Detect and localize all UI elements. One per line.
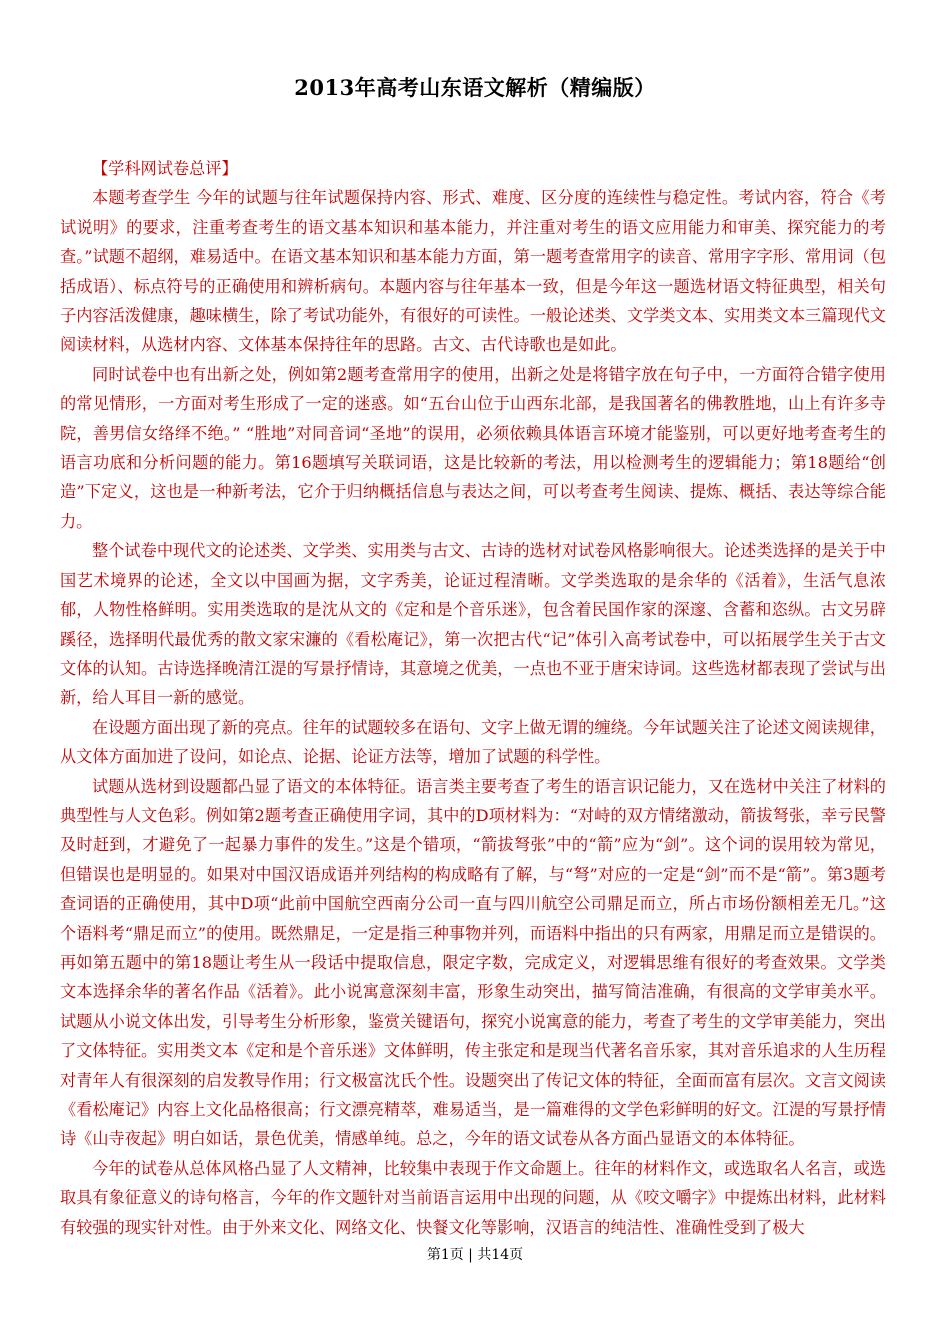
paragraph: 今年的试卷从总体风格凸显了人文精神，比较集中表现于作文命题上。往年的材料作文，或选取名人名言，或选取具有象征意义的诗句格言，今年的作文题针对当前语言运用中出现的问题，从《咬文嚼字》中提炼出材料，此材料有较强的现实针对性。由于外来文化、网络文化、快餐文化等影响，汉语言的纯洁性、准确性受到了极大 (60, 1158, 886, 1237)
page-footer: 第1页 | 共14页 (426, 1247, 524, 1263)
paragraph: 本题考查学生 今年的试题与往年试题保持内容、形式、难度、区分度的连续性与稳定性。考试内容，符合《考试说明》的要求，注重考查考生的语文基本知识和基本能力，并注重对考生的语文应用能力和审美、探究能力的考查。”试题不超纲，难易适中。在语文基本知识和基本能力方面，第一题考查常用字的读音、常用字字形、常用词（包括成语）、标点符号的正确使用和辨析病句。本题内容与往年基本一致，但是今年这一题选材语文特征典型，相关句子内容活泼健康，趣味横生，除了考试功能外，有很好的可读性。一般论述类、文学类文本、实用类文本三篇现代文阅读材料，从选材内容、文体基本保持往年的思路。古文、古代诗歌也是如此。 (60, 188, 886, 355)
paragraph: 试题从选材到设题都凸显了语文的本体特征。语言类主要考查了考生的语言识记能力，又在选材中关注了材料的典型性与人文色彩。例如第2题考查正确使用字词，其中的D项材料为：“对峙的双方情绪激动，箭拔弩张，幸亏民警及时赶到，才避免了一起暴力事件的发生。”这是个错项，“箭拔弩张”中的“箭”应为“剑”。这个词的误用较为常见，但错误也是明显的。如果对中国汉语成语并列结构的构成略有了解，与“弩”对应的一定是“剑”而不是“箭”。第3题考查词语的正确使用，其中D项“此前中国航空西南分公司一直与四川航空公司鼎足而立，所占市场份额相差无几。”这个语料考“鼎足而立”的使用。既然鼎足，一定是指三种事物并列，而语料中指出的只有两家，用鼎足而立是错误的。再如第五题中的第18题让考生从一段话中提取信息，限定字数，完成定义，对逻辑思维有很好的考查效果。文学类文本选择余华的著名作品《活着》。此小说寓意深刻丰富，形象生动突出，描写简洁准确，有很高的文学审美水平。试题从小说文体出发，引导考生分析形象，鉴赏关键语句，探究小说寓意的能力，考查了考生的文学审美能力，突出了文体特征。实用类文本《定和是个音乐迷》文体鲜明，传主张定和是现当代著名音乐家，其对音乐追求的人生历程对青年人有很深刻的启发教导作用；行文极富沈氏个性。设题突出了传记文体的特征，全面而富有层次。文言文阅读《看松庵记》内容上文化品格很高；行文漂亮精萃，难易适当，是一篇难得的文学色彩鲜明的好文。江湜的写景抒情诗《山寺夜起》明白如话，景色优美，情感单纯。总之，今年的语文试卷从各方面凸显语文的本体特征。 (60, 776, 886, 1149)
paragraph: 在设题方面出现了新的亮点。往年的试题较多在语句、文字上做无谓的缠绕。今年试题关注了论述文阅读规律，从文体方面加进了设问，如论点、论据、论证方法等，增加了试题的科学性。 (60, 717, 886, 767)
section-label: 【学科网试卷总评】 (92, 159, 238, 178)
paragraph: 整个试卷中现代文的论述类、文学类、实用类与古文、古诗的选材对试卷风格影响很大。论述类选择的是关于中国艺术境界的论述，全文以中国画为据，文字秀美，论证过程清晰。文学类选取的是余华的《活着》，生活气息浓郁，人物性格鲜明。实用类选取的是沈从文的《定和是个音乐迷》，包含着民国作家的深邃、含蓄和恣纵。古文另辟蹊径，选择明代最优秀的散文家宋濂的《看松庵记》，第一次把古代“记”体引入高考试卷中，可以拓展学生关于古文文体的认知。古诗选择晚清江湜的写景抒情诗，其意境之优美，一点也不亚于唐宋诗词。这些选材都表现了尝试与出新，给人耳目一新的感觉。 (60, 541, 886, 708)
paragraph: 同时试卷中也有出新之处，例如第2题考查常用字的使用，出新之处是将错字放在句子中，一方面符合错字使用的常见情形，一方面对考生形成了一定的迷惑。如“五台山位于山西东北部，是我国著名的佛教胜地，山上有许多寺院，善男信女络绎不绝。” “胜地”对同音词“圣地”的误用，必须依赖具体语言环境才能鉴别，可以更好地考查考生的语言功底和分析问题的能力。第16题填写关联词语，这是比较新的考法，用以检测考生的逻辑能力；第18题给“创造”下定义，这也是一种新考法，它介于归纳概括信息与表达之间，可以考查考生阅读、提炼、概括、表达等综合能力。 (60, 364, 886, 531)
document-body (60, 154, 886, 1242)
document-title: 2013年高考山东语文解析（精编版） (294, 75, 656, 100)
